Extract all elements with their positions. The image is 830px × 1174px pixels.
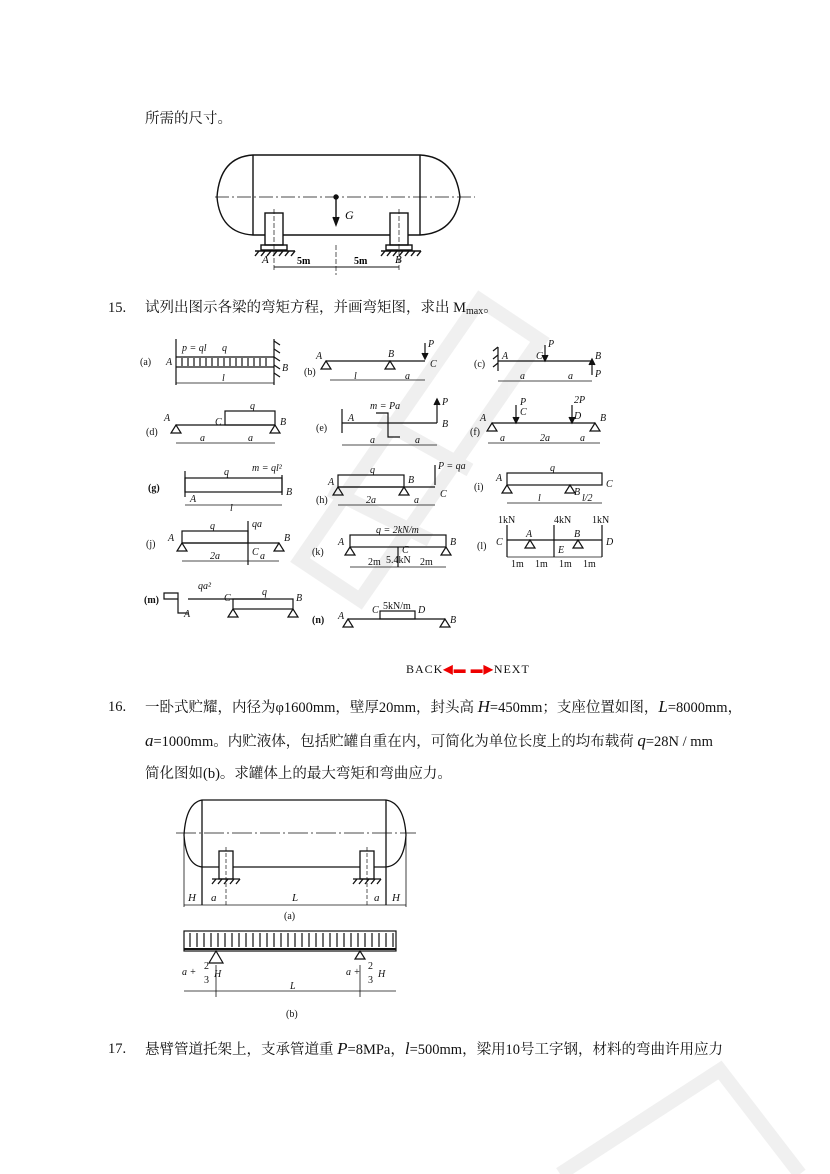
problem-15-number: 15. [108, 300, 127, 316]
beam-c [493, 345, 595, 381]
svg-text:A: A [526, 529, 533, 540]
svg-text:A: A [328, 477, 335, 488]
svg-text:P = qa: P = qa [438, 461, 466, 472]
svg-text:P: P [595, 369, 602, 380]
page-navigation [406, 662, 530, 677]
beam-b [321, 343, 428, 380]
svg-text:q: q [224, 467, 229, 478]
svg-text:a: a [374, 892, 380, 904]
svg-text:l: l [222, 373, 225, 384]
back-link[interactable]: BACK [406, 662, 444, 676]
svg-text:a: a [370, 435, 375, 446]
svg-text:A: A [262, 254, 269, 266]
beam-l [507, 525, 602, 557]
svg-text:P: P [442, 397, 449, 408]
svg-text:C: C [402, 545, 409, 556]
svg-text:A: A [184, 609, 191, 620]
svg-text:5m: 5m [297, 256, 311, 267]
svg-text:(l): (l) [477, 541, 487, 552]
svg-text:P: P [428, 339, 435, 350]
svg-text:5.4kN: 5.4kN [386, 555, 411, 566]
svg-text:(a): (a) [284, 911, 296, 922]
svg-text:C: C [536, 351, 543, 362]
svg-text:B: B [574, 487, 581, 498]
svg-text:A: A [168, 533, 175, 544]
beam-g [185, 471, 282, 505]
next-link[interactable]: NEXT [493, 662, 530, 676]
svg-text:(g): (g) [148, 483, 160, 494]
svg-text:a: a [405, 371, 410, 382]
svg-text:qa: qa [252, 519, 262, 530]
svg-text:p = ql: p = ql [182, 343, 207, 354]
svg-text:1m: 1m [583, 559, 596, 570]
svg-text:(n): (n) [312, 615, 325, 626]
svg-text:a: a [200, 433, 205, 444]
svg-text:H: H [392, 892, 400, 904]
svg-text:A: A [338, 537, 345, 548]
svg-text:1kN: 1kN [498, 515, 516, 526]
tank-figure-1 [215, 145, 475, 275]
beam-h [333, 465, 435, 505]
tank-figure-2b [182, 925, 422, 1025]
svg-text:l/2: l/2 [582, 493, 593, 504]
svg-text:C: C [372, 605, 379, 616]
svg-text:(i): (i) [474, 482, 484, 493]
problem-17-number: 17. [108, 1041, 127, 1057]
svg-text:H: H [188, 892, 196, 904]
svg-text:a: a [260, 551, 265, 562]
svg-text:A: A [502, 351, 509, 362]
svg-text:5m: 5m [354, 256, 368, 267]
svg-text:(d): (d) [146, 427, 158, 438]
svg-text:C: C [440, 489, 447, 500]
svg-text:B: B [296, 593, 303, 604]
svg-text:G: G [345, 208, 354, 222]
svg-text:P: P [548, 339, 555, 350]
svg-text:C: C [520, 407, 527, 418]
svg-text:2P: 2P [574, 395, 586, 406]
svg-text:3: 3 [204, 975, 209, 986]
problem-16-line-1: 一卧式贮耀，内径为φ1600mm，壁厚20mm，封头高 H=450mm；支座位置如图，L=8000mm， [145, 697, 743, 716]
svg-text:1m: 1m [535, 559, 548, 570]
tank-figure-2a [176, 795, 416, 925]
svg-text:1kN: 1kN [592, 515, 610, 526]
svg-text:A: A [166, 357, 173, 368]
svg-text:C: C [224, 593, 231, 604]
svg-text:B: B [595, 351, 602, 362]
svg-text:3: 3 [368, 975, 373, 986]
svg-text:B: B [388, 349, 395, 360]
svg-text:B: B [600, 413, 607, 424]
svg-text:q = 2kN/m: q = 2kN/m [376, 525, 419, 536]
svg-text:(j): (j) [146, 539, 156, 550]
svg-text:B: B [450, 537, 457, 548]
svg-text:L: L [290, 981, 296, 992]
svg-text:A: A [496, 473, 503, 484]
svg-text:(b): (b) [286, 1009, 298, 1020]
svg-text:2a: 2a [210, 551, 220, 562]
svg-text:1m: 1m [559, 559, 572, 570]
svg-text:a +: a + [346, 967, 361, 978]
problem-16-line-3: 简化图如(b)。求罐体上的最大弯矩和弯曲应力。 [145, 766, 452, 782]
svg-text:a: a [414, 495, 419, 506]
svg-text:B: B [280, 417, 287, 428]
svg-text:a: a [415, 435, 420, 446]
svg-text:2: 2 [204, 961, 209, 972]
next-arrow-icon[interactable]: ▬▶ [470, 662, 494, 676]
svg-text:l: l [538, 493, 541, 504]
svg-text:(b): (b) [304, 367, 316, 378]
svg-text:A: A [480, 413, 487, 424]
svg-text:B: B [442, 419, 449, 430]
svg-text:D: D [418, 605, 426, 616]
svg-text:q: q [210, 521, 215, 532]
svg-text:2m: 2m [368, 557, 381, 568]
svg-text:B: B [574, 529, 581, 540]
svg-text:1m: 1m [511, 559, 524, 570]
problem-15-text: 试列出图示各梁的弯矩方程，并画弯矩图，求出 $M_{max}$。 [145, 300, 498, 317]
svg-text:E: E [558, 545, 565, 556]
beam-n [343, 611, 450, 627]
svg-text:C: C [496, 537, 503, 548]
svg-text:m = Pa: m = Pa [370, 401, 401, 412]
beam-j [177, 521, 284, 565]
svg-text:A: A [348, 413, 355, 424]
svg-text:A: A [338, 611, 345, 622]
svg-text:(m): (m) [144, 595, 159, 606]
svg-text:L: L [292, 892, 299, 904]
svg-text:a: a [248, 433, 253, 444]
svg-text:q: q [222, 343, 227, 354]
svg-text:a: a [500, 433, 505, 444]
svg-text:m = ql²: m = ql² [252, 463, 282, 474]
beam-d [171, 411, 280, 443]
svg-text:C: C [252, 547, 259, 558]
svg-text:C: C [606, 479, 613, 490]
svg-text:H: H [378, 969, 386, 980]
svg-text:D: D [574, 411, 582, 422]
svg-text:H: H [214, 969, 222, 980]
svg-text:qa²: qa² [198, 581, 211, 592]
svg-text:B: B [395, 254, 402, 266]
svg-text:a: a [211, 892, 217, 904]
problem-17-text: 悬臂管道托架上，支承管道重 P=8MPa，l=500mm，梁用10号工字钢，材料的弯曲许用应力 [145, 1039, 724, 1058]
problem-16-line-2: a=1000mm。内贮液体，包括贮罐自重在内，可简化为单位长度上的均布载荷 q=28N / mm [145, 731, 713, 750]
svg-text:A: A [190, 494, 197, 505]
beam-diagrams [140, 335, 640, 655]
svg-text:(e): (e) [316, 423, 328, 434]
problem-16-number: 16. [108, 699, 127, 715]
svg-text:B: B [408, 475, 415, 486]
svg-text:l: l [230, 503, 233, 514]
svg-text:2a: 2a [366, 495, 376, 506]
svg-text:5kN/m: 5kN/m [383, 601, 411, 612]
svg-text:B: B [284, 533, 291, 544]
svg-text:q: q [262, 587, 267, 598]
svg-text:2a: 2a [540, 433, 550, 444]
svg-text:(f): (f) [470, 427, 480, 438]
svg-text:q: q [550, 463, 555, 474]
svg-text:(k): (k) [312, 547, 324, 558]
svg-text:P: P [520, 397, 527, 408]
svg-text:a +: a + [182, 967, 197, 978]
svg-text:l: l [354, 371, 357, 382]
svg-text:a: a [568, 371, 573, 382]
svg-text:2m: 2m [420, 557, 433, 568]
back-arrow-icon[interactable]: ◀▬ [443, 662, 467, 676]
intro-tail-text: 所需的尺寸。 [145, 111, 232, 127]
svg-text:D: D [606, 537, 614, 548]
svg-text:(h): (h) [316, 495, 328, 506]
svg-text:A: A [316, 351, 323, 362]
svg-text:C: C [215, 417, 222, 428]
svg-text:q: q [250, 401, 255, 412]
svg-text:(c): (c) [474, 359, 486, 370]
svg-text:4kN: 4kN [554, 515, 572, 526]
svg-text:B: B [450, 615, 457, 626]
svg-text:a: a [520, 371, 525, 382]
svg-text:A: A [164, 413, 171, 424]
svg-text:(a): (a) [140, 357, 152, 368]
svg-text:B: B [286, 487, 293, 498]
svg-text:q: q [370, 465, 375, 476]
svg-text:C: C [430, 359, 437, 370]
svg-text:a: a [580, 433, 585, 444]
svg-text:B: B [282, 363, 289, 374]
svg-text:2: 2 [368, 961, 373, 972]
